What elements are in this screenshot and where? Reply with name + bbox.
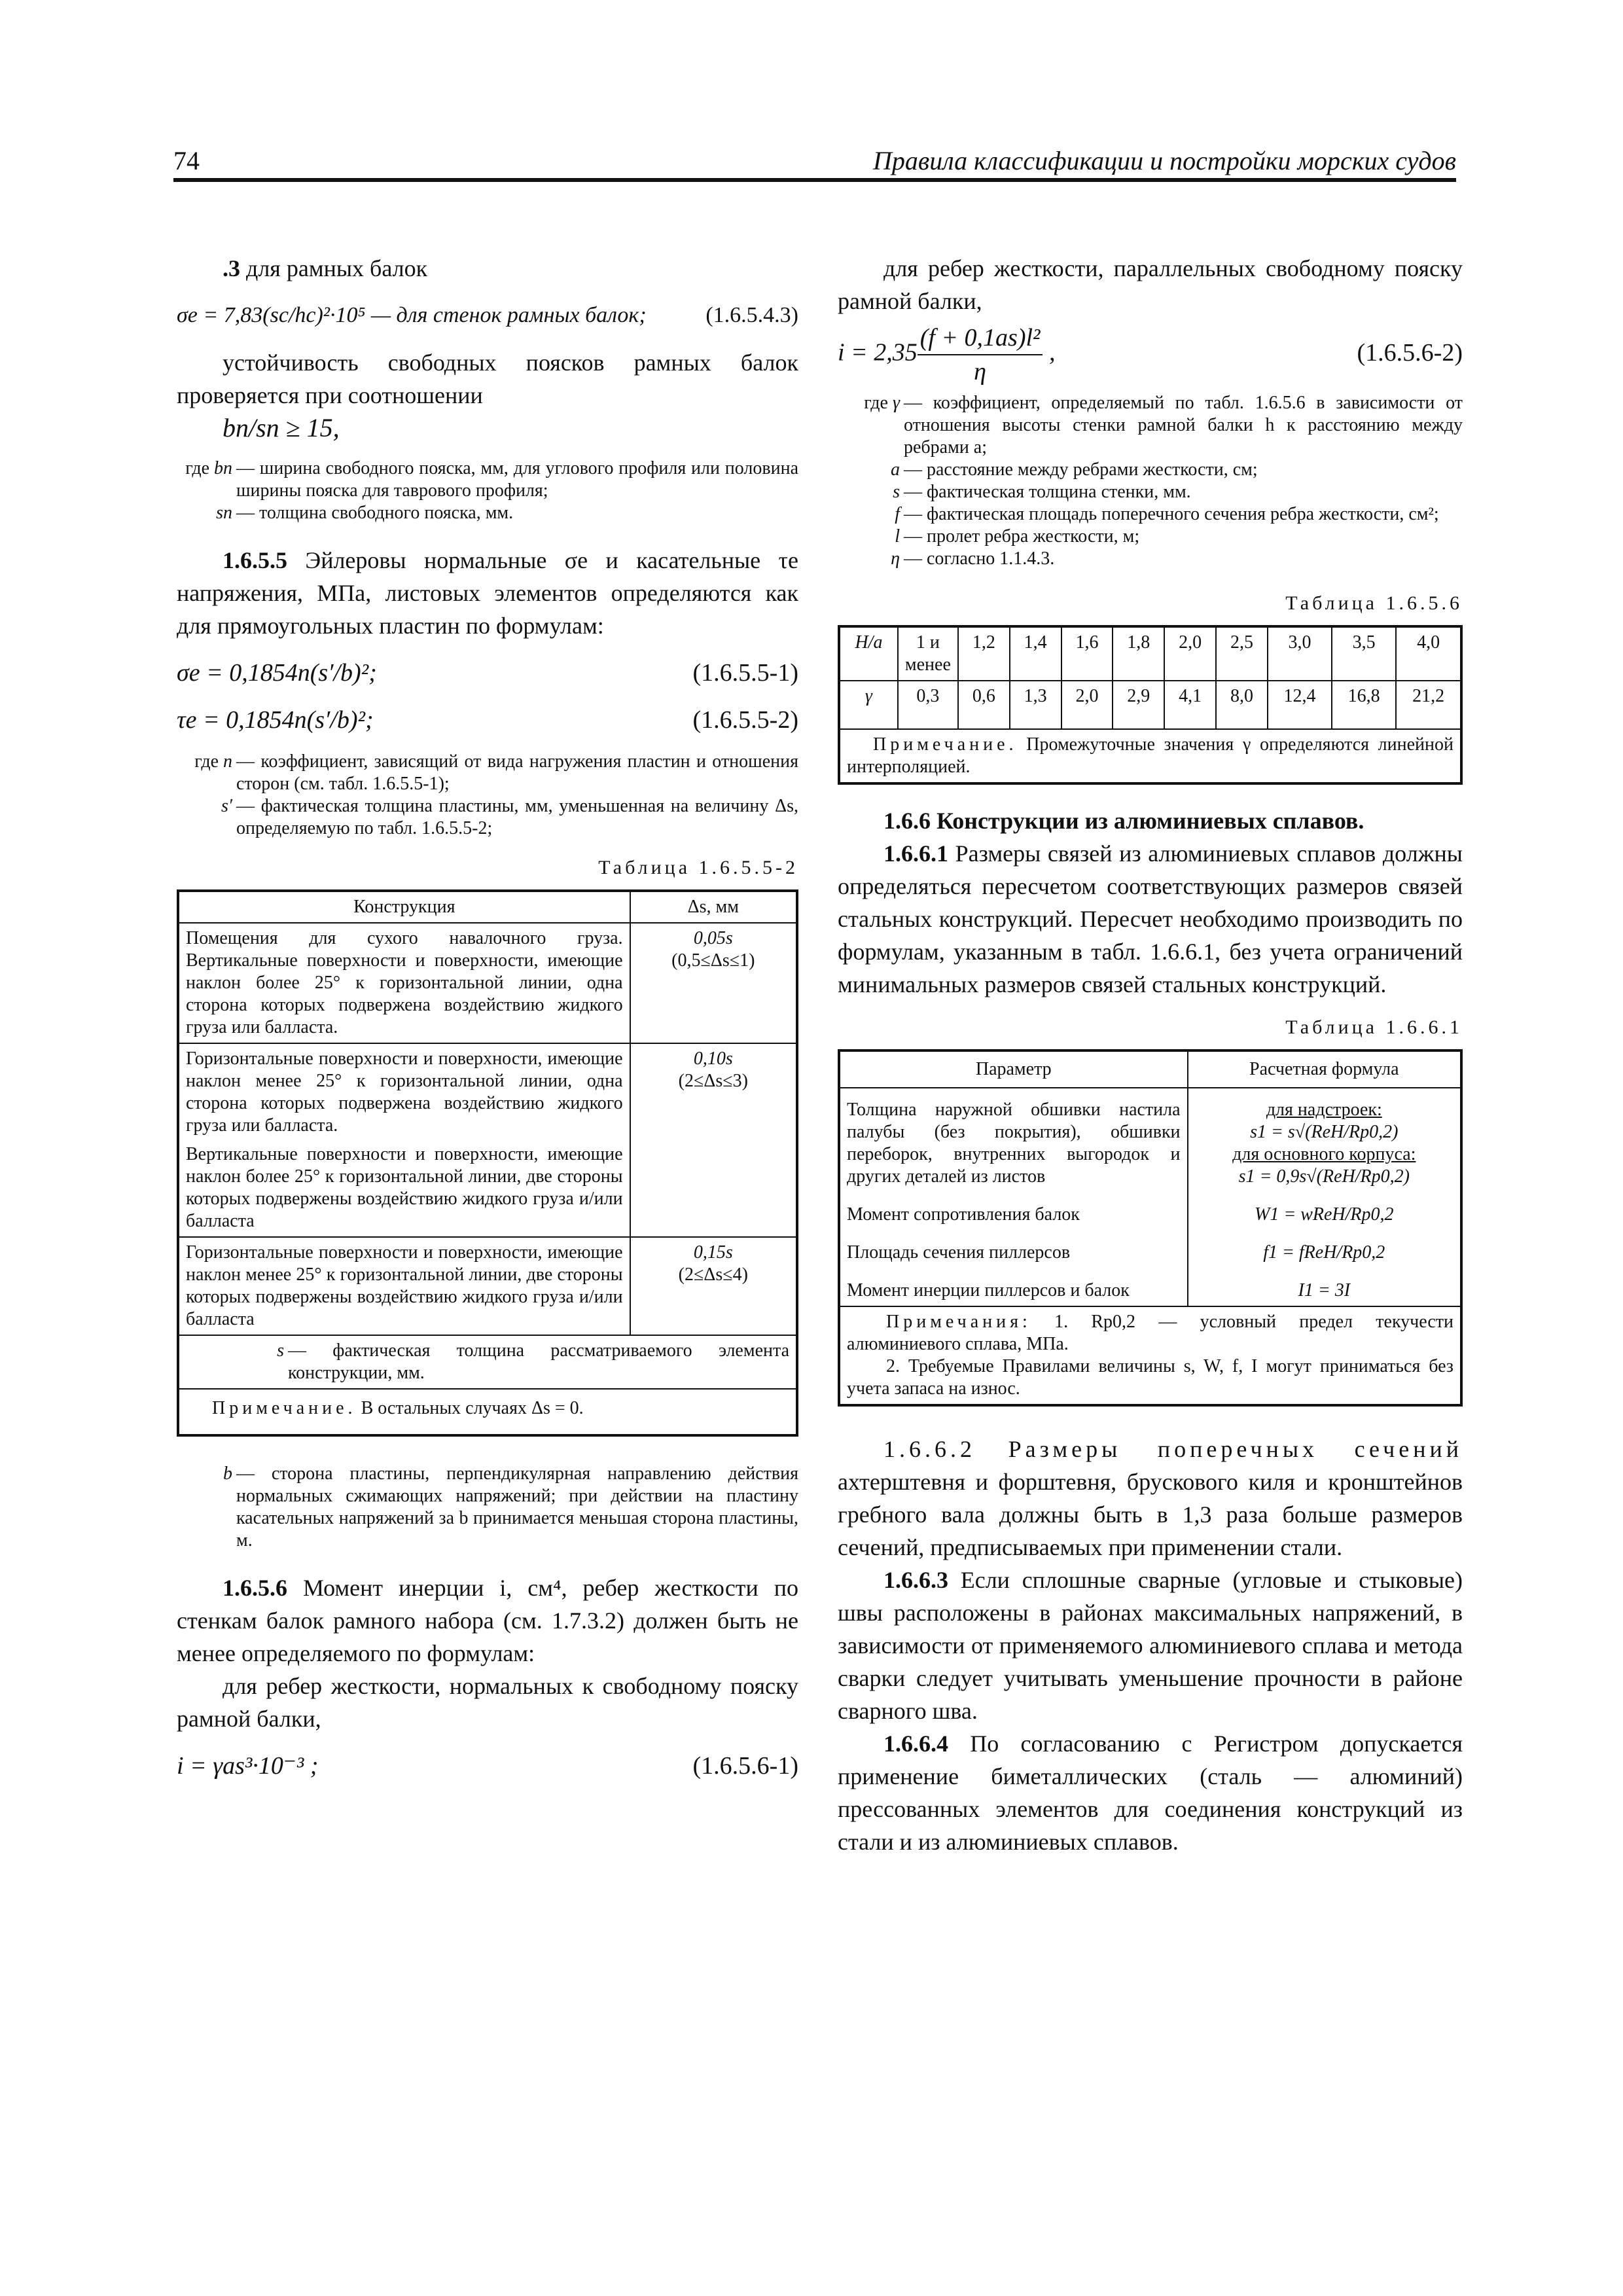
table-cell: 1,4	[1010, 626, 1061, 681]
table-note-row	[839, 1306, 1461, 1405]
table-cell: 16,8	[1332, 681, 1396, 729]
where-symbol: η	[891, 548, 900, 569]
equation-formula	[838, 321, 1055, 388]
note-label: Примечание.	[873, 734, 1018, 755]
where-word: где	[864, 393, 888, 413]
where-symbol: sп	[216, 503, 232, 523]
table-header-cell: Конструкция	[178, 891, 630, 923]
equation-1-6-5-5-1	[177, 656, 798, 689]
table-cell-text: Вертикальные поверхности и поверхности, имеющие наклон более 25° к горизонтальной линии, две стороны которых подвержены воздействию жидкого груза и/или балласта	[186, 1144, 623, 1231]
footnote-text: — фактическая толщина рассматриваемого элемента конструкции, мм.	[288, 1340, 789, 1383]
formula-caption: для основного корпуса:	[1232, 1144, 1416, 1164]
stability-formula: bп/sп ≥ 15,	[223, 413, 340, 442]
paragraph-text: ахтерштевня и форштевня, брускового киля и кронштейнов гребного вала должны быть в 1,3 раза больше размеров сечений, предписываемых при применении стали.	[838, 1469, 1463, 1560]
paragraph-number: 1.6.6.3	[883, 1567, 948, 1593]
table-1-6-5-5-2	[177, 889, 798, 1437]
table-cell: 1,6	[1061, 626, 1113, 681]
note-text: 1. Rp0,2 — условный предел текучести алюминиевого сплава, МПа.	[847, 1312, 1454, 1354]
table-1-6-6-1	[838, 1049, 1463, 1407]
table-cell-text: Горизонтальные поверхности и поверхности, имеющие наклон менее 25° к горизонтальной линии, одна сторона которых подвержена воздействию жидкого груза или балласта.	[186, 1049, 623, 1136]
table-cell: 2,5	[1216, 626, 1268, 681]
formula: W1 = wReH/Rp0,2	[1188, 1192, 1461, 1238]
equation-formula: i = γas³·10⁻³ ;	[177, 1752, 319, 1780]
table-cell: 1,2	[958, 626, 1010, 681]
table-cell: Момент сопротивления балок	[839, 1192, 1188, 1238]
where-definition: — согласно 1.1.4.3.	[904, 548, 1055, 569]
section-number: 1.6.6	[883, 808, 931, 834]
where-definition: — коэффициент, зависящий от вида нагружения пластин и отношения сторон (см. табл. 1.6.5.5-1);	[236, 751, 798, 794]
paragraph-number: 1.6.6.1	[883, 840, 948, 867]
paragraph-1-6-6-2	[838, 1433, 1463, 1564]
paragraph-lead: Размеры поперечных сечений	[1008, 1436, 1463, 1462]
where-symbol: a	[891, 459, 900, 480]
paragraph-1-6-5-6-b: для ребер жесткости, нормальных к свободному пояску рамной балки,	[177, 1673, 798, 1732]
note-label: Примечания:	[886, 1312, 1031, 1332]
table-cell	[630, 1237, 797, 1335]
table-header-cell: Расчетная формула	[1188, 1050, 1461, 1088]
section-1-6-6-heading	[838, 804, 1463, 837]
table-cell: 8,0	[1216, 681, 1268, 729]
table-row	[839, 1238, 1461, 1276]
footnote-symbol: s	[277, 1340, 284, 1361]
table-row-header: H/a	[839, 626, 898, 681]
stability-text: устойчивость свободных поясков рамных балок проверяется при соотношении	[177, 350, 798, 408]
note-text: В остальных случаях Δs = 0.	[361, 1398, 584, 1418]
delta-s-value: 0,05s	[693, 928, 733, 948]
paragraph-1-6-6-3	[838, 1564, 1463, 1727]
paragraph-1-6-5-5	[177, 544, 798, 642]
fraction-numerator: (f + 0,1as)l²	[918, 321, 1043, 355]
equation-number: (1.6.5.6-1)	[692, 1752, 798, 1780]
fraction-denominator: η	[974, 358, 986, 386]
formula: f1 = fReH/Rp0,2	[1188, 1238, 1461, 1276]
where-definition: — толщина свободного пояска, мм.	[236, 503, 514, 523]
paragraph-text: Эйлеровы нормальные σe и касательные τe напряжения, МПа, листовых элементов определяются как для прямоугольных пластин по формулам:	[177, 547, 799, 639]
page-header	[173, 145, 1456, 182]
table-row	[178, 1043, 797, 1237]
item-3-number: .3	[223, 255, 240, 281]
table-cell: 2,0	[1164, 626, 1216, 681]
table-cell	[178, 1043, 630, 1237]
table-row	[178, 1237, 797, 1335]
equation-formula: τe = 0,1854n(s′/b)²;	[177, 706, 374, 734]
paragraph-text: По согласованию с Регистром допускается применение биметаллических (сталь — алюминий) прессованных элементов для соединения конструкций из стали и из алюминиевых сплавов.	[838, 1731, 1463, 1855]
equation-number: (1.6.5.6-2)	[1357, 338, 1463, 367]
table-cell: 3,0	[1268, 626, 1332, 681]
where-symbol: n	[223, 751, 232, 772]
table-cell	[630, 923, 797, 1043]
delta-s-range: (2≤Δs≤4)	[678, 1265, 748, 1285]
note-text: Промежуточные значения γ определяются линейной интерполяцией.	[847, 734, 1454, 777]
delta-s-range: (0,5≤Δs≤1)	[671, 950, 755, 971]
table-cell: 12,4	[1268, 681, 1332, 729]
table-cell: 3,5	[1332, 626, 1396, 681]
table-cell: 4,1	[1164, 681, 1216, 729]
table-row	[839, 681, 1461, 729]
equation-sigma-frames-number: (1.6.5.4.3)	[705, 303, 798, 327]
table-footnote	[178, 1335, 797, 1389]
table-cell: 0,3	[898, 681, 958, 729]
table-footnote-row	[178, 1335, 797, 1389]
where-definition: — коэффициент, определяемый по табл. 1.6.5.6 в зависимости от отношения высоты стенки рамной балки h к расстоянию между ребрами a;	[904, 393, 1463, 457]
item-3	[177, 252, 798, 285]
paragraph-1-6-6-1	[838, 837, 1463, 1001]
where-symbol: s′	[221, 796, 232, 816]
running-title: Правила классификации и постройки морских судов	[872, 146, 1456, 175]
table-row	[839, 1088, 1461, 1192]
paragraph-number: 1.6.5.6	[223, 1575, 287, 1601]
right-intro: для ребер жесткости, параллельных свободному пояску рамной балки,	[838, 255, 1463, 314]
table-label: Таблица 1.6.5.5-2	[598, 857, 798, 878]
note-text: 2. Требуемые Правилами величины s, W, f, I могут приниматься без учета запаса на износ.	[847, 1356, 1454, 1399]
table-header-cell: Параметр	[839, 1050, 1188, 1088]
table-header-cell: Δs, мм	[630, 891, 797, 923]
table-cell: Горизонтальные поверхности и поверхности, имеющие наклон менее 25° к горизонтальной линии, две стороны которых подвержены воздействию жидкого груза и/или балласта	[178, 1237, 630, 1335]
formula: s1 = s√(ReH/Rp0,2)	[1250, 1122, 1399, 1142]
table-note	[839, 1306, 1461, 1405]
where-word: где	[185, 458, 209, 478]
table-row	[839, 1276, 1461, 1306]
note-label: Примечание.	[212, 1398, 357, 1418]
table-1-6-5-6	[838, 625, 1463, 785]
equation-number: (1.6.5.5-1)	[692, 659, 798, 687]
where-symbol: f	[895, 504, 900, 524]
paragraph-number: 1.6.5.5	[223, 547, 287, 573]
table-cell: Толщина наружной обшивки настила палубы (без покрытия), обшивки переборок, внутренних выгородок и других деталей из листов	[839, 1088, 1188, 1192]
equation-1-6-5-6-2	[838, 321, 1463, 388]
where-definition: — фактическая толщина стенки, мм.	[904, 482, 1191, 502]
table-row	[178, 923, 797, 1043]
where-definition: — фактическая площадь поперечного сечения ребра жесткости, см²;	[904, 504, 1439, 524]
table-cell: 0,6	[958, 681, 1010, 729]
equation-sigma-frames	[177, 299, 798, 332]
item-3-text: для рамных балок	[246, 255, 428, 281]
table-cell: 2,9	[1113, 681, 1164, 729]
paragraph-text: Размеры связей из алюминиевых сплавов должны определяться пересчетом соответствующих размеров связей стальных конструкций. Пересчет необходимо производить по формулам, указанным в табл. 1.6.6.1, без учета ограничений минимальных размеров связей стальных конструкций.	[838, 840, 1463, 997]
where-symbol: bп	[214, 458, 232, 478]
where-list-1	[177, 457, 798, 524]
equation-sigma-frames-formula: σe = 7,83(sc/hc)²·10⁵ — для стенок рамных балок;	[177, 303, 647, 327]
table-cell: Площадь сечения пиллерсов	[839, 1238, 1188, 1276]
equation-lhs: i = 2,35	[838, 338, 918, 367]
table-row	[839, 626, 1461, 681]
table-cell: 2,0	[1061, 681, 1113, 729]
paragraph-number: 1.6.6.4	[883, 1731, 948, 1757]
paragraph-1-6-5-6	[177, 1571, 798, 1670]
formula-caption: для надстроек:	[1266, 1100, 1382, 1120]
table-cell: 1,3	[1010, 681, 1061, 729]
equation-1-6-5-6-1	[177, 1749, 798, 1782]
paragraph-text: Если сплошные сварные (угловые и стыковые) швы расположены в районах максимальных напряжений, в зависимости от применяемого алюминиевого сплава и метода сварки следует учитывать уменьшение прочности в районе сварного шва.	[838, 1567, 1463, 1724]
where-list-3	[177, 1463, 798, 1552]
formula: s1 = 0,9s√(ReH/Rp0,2)	[1238, 1166, 1410, 1187]
delta-s-value: 0,15s	[693, 1242, 733, 1263]
where-symbol: l	[895, 526, 900, 547]
table-note	[178, 1389, 797, 1435]
where-definition: — расстояние между ребрами жесткости, см;	[904, 459, 1258, 480]
table-cell: 4,0	[1396, 626, 1461, 681]
table-note-row	[839, 729, 1461, 783]
table-cell: 1 и менее	[898, 626, 958, 681]
equation-1-6-5-5-2	[177, 704, 798, 736]
table-cell	[1188, 1088, 1461, 1192]
paragraph-number: 1.6.6.2	[883, 1436, 976, 1462]
table-cell: 21,2	[1396, 681, 1461, 729]
paragraph-1-6-6-4	[838, 1727, 1463, 1858]
table-note	[839, 729, 1461, 783]
where-list-2	[177, 751, 798, 840]
table-row-header: γ	[839, 681, 898, 729]
paragraph-text: Момент инерции i, см⁴, ребер жесткости по стенкам балок рамного набора (см. 1.7.3.2) должен быть не менее определяемого по формулам:	[177, 1575, 799, 1666]
where-definition: — фактическая толщина пластины, мм, уменьшенная на величину Δs, определяемую по табл. 1.6.5.5-2;	[236, 796, 798, 838]
table-cell: Момент инерции пиллерсов и балок	[839, 1276, 1188, 1306]
where-word: где	[194, 751, 219, 772]
left-column	[177, 252, 798, 1797]
where-symbol: b	[223, 1463, 232, 1484]
formula: I1 = 3I	[1188, 1276, 1461, 1306]
equation-formula: σe = 0,1854n(s′/b)²;	[177, 659, 377, 687]
where-list-4	[838, 392, 1463, 570]
table-note-row	[178, 1389, 797, 1435]
table-cell	[630, 1043, 797, 1237]
table-cell: 1,8	[1113, 626, 1164, 681]
where-definition: — сторона пластины, перпендикулярная направлению действия нормальных сжимающих напряжений; при действии на пластину касательных напряжений за b принимается меньшая сторона пластины, м.	[236, 1463, 798, 1551]
right-column	[838, 252, 1463, 1858]
table-label: Таблица 1.6.6.1	[1285, 1016, 1463, 1038]
page-number: 74	[173, 146, 200, 175]
table-row	[839, 1192, 1461, 1238]
section-title: Конструкции из алюминиевых сплавов.	[936, 808, 1364, 834]
where-symbol: s	[893, 482, 900, 502]
equation-number: (1.6.5.5-2)	[692, 706, 798, 734]
table-label: Таблица 1.6.5.6	[1285, 592, 1463, 614]
where-definition: — ширина свободного пояска, мм, для углового профиля или половина ширины пояска для таврового профиля;	[236, 458, 798, 501]
equation-fraction	[918, 321, 1043, 388]
where-definition: — пролет ребра жесткости, м;	[904, 526, 1140, 547]
delta-s-range: (2≤Δs≤3)	[678, 1071, 748, 1091]
where-symbol: γ	[892, 393, 900, 413]
table-cell: Помещения для сухого навалочного груза. Вертикальные поверхности и поверхности, имеющие наклон более 25° к горизонтальной линии, одна сторона которых подвержена воздействию жидкого груза или балласта.	[178, 923, 630, 1043]
delta-s-value: 0,10s	[693, 1049, 733, 1069]
equation-comma: ,	[1048, 338, 1056, 367]
